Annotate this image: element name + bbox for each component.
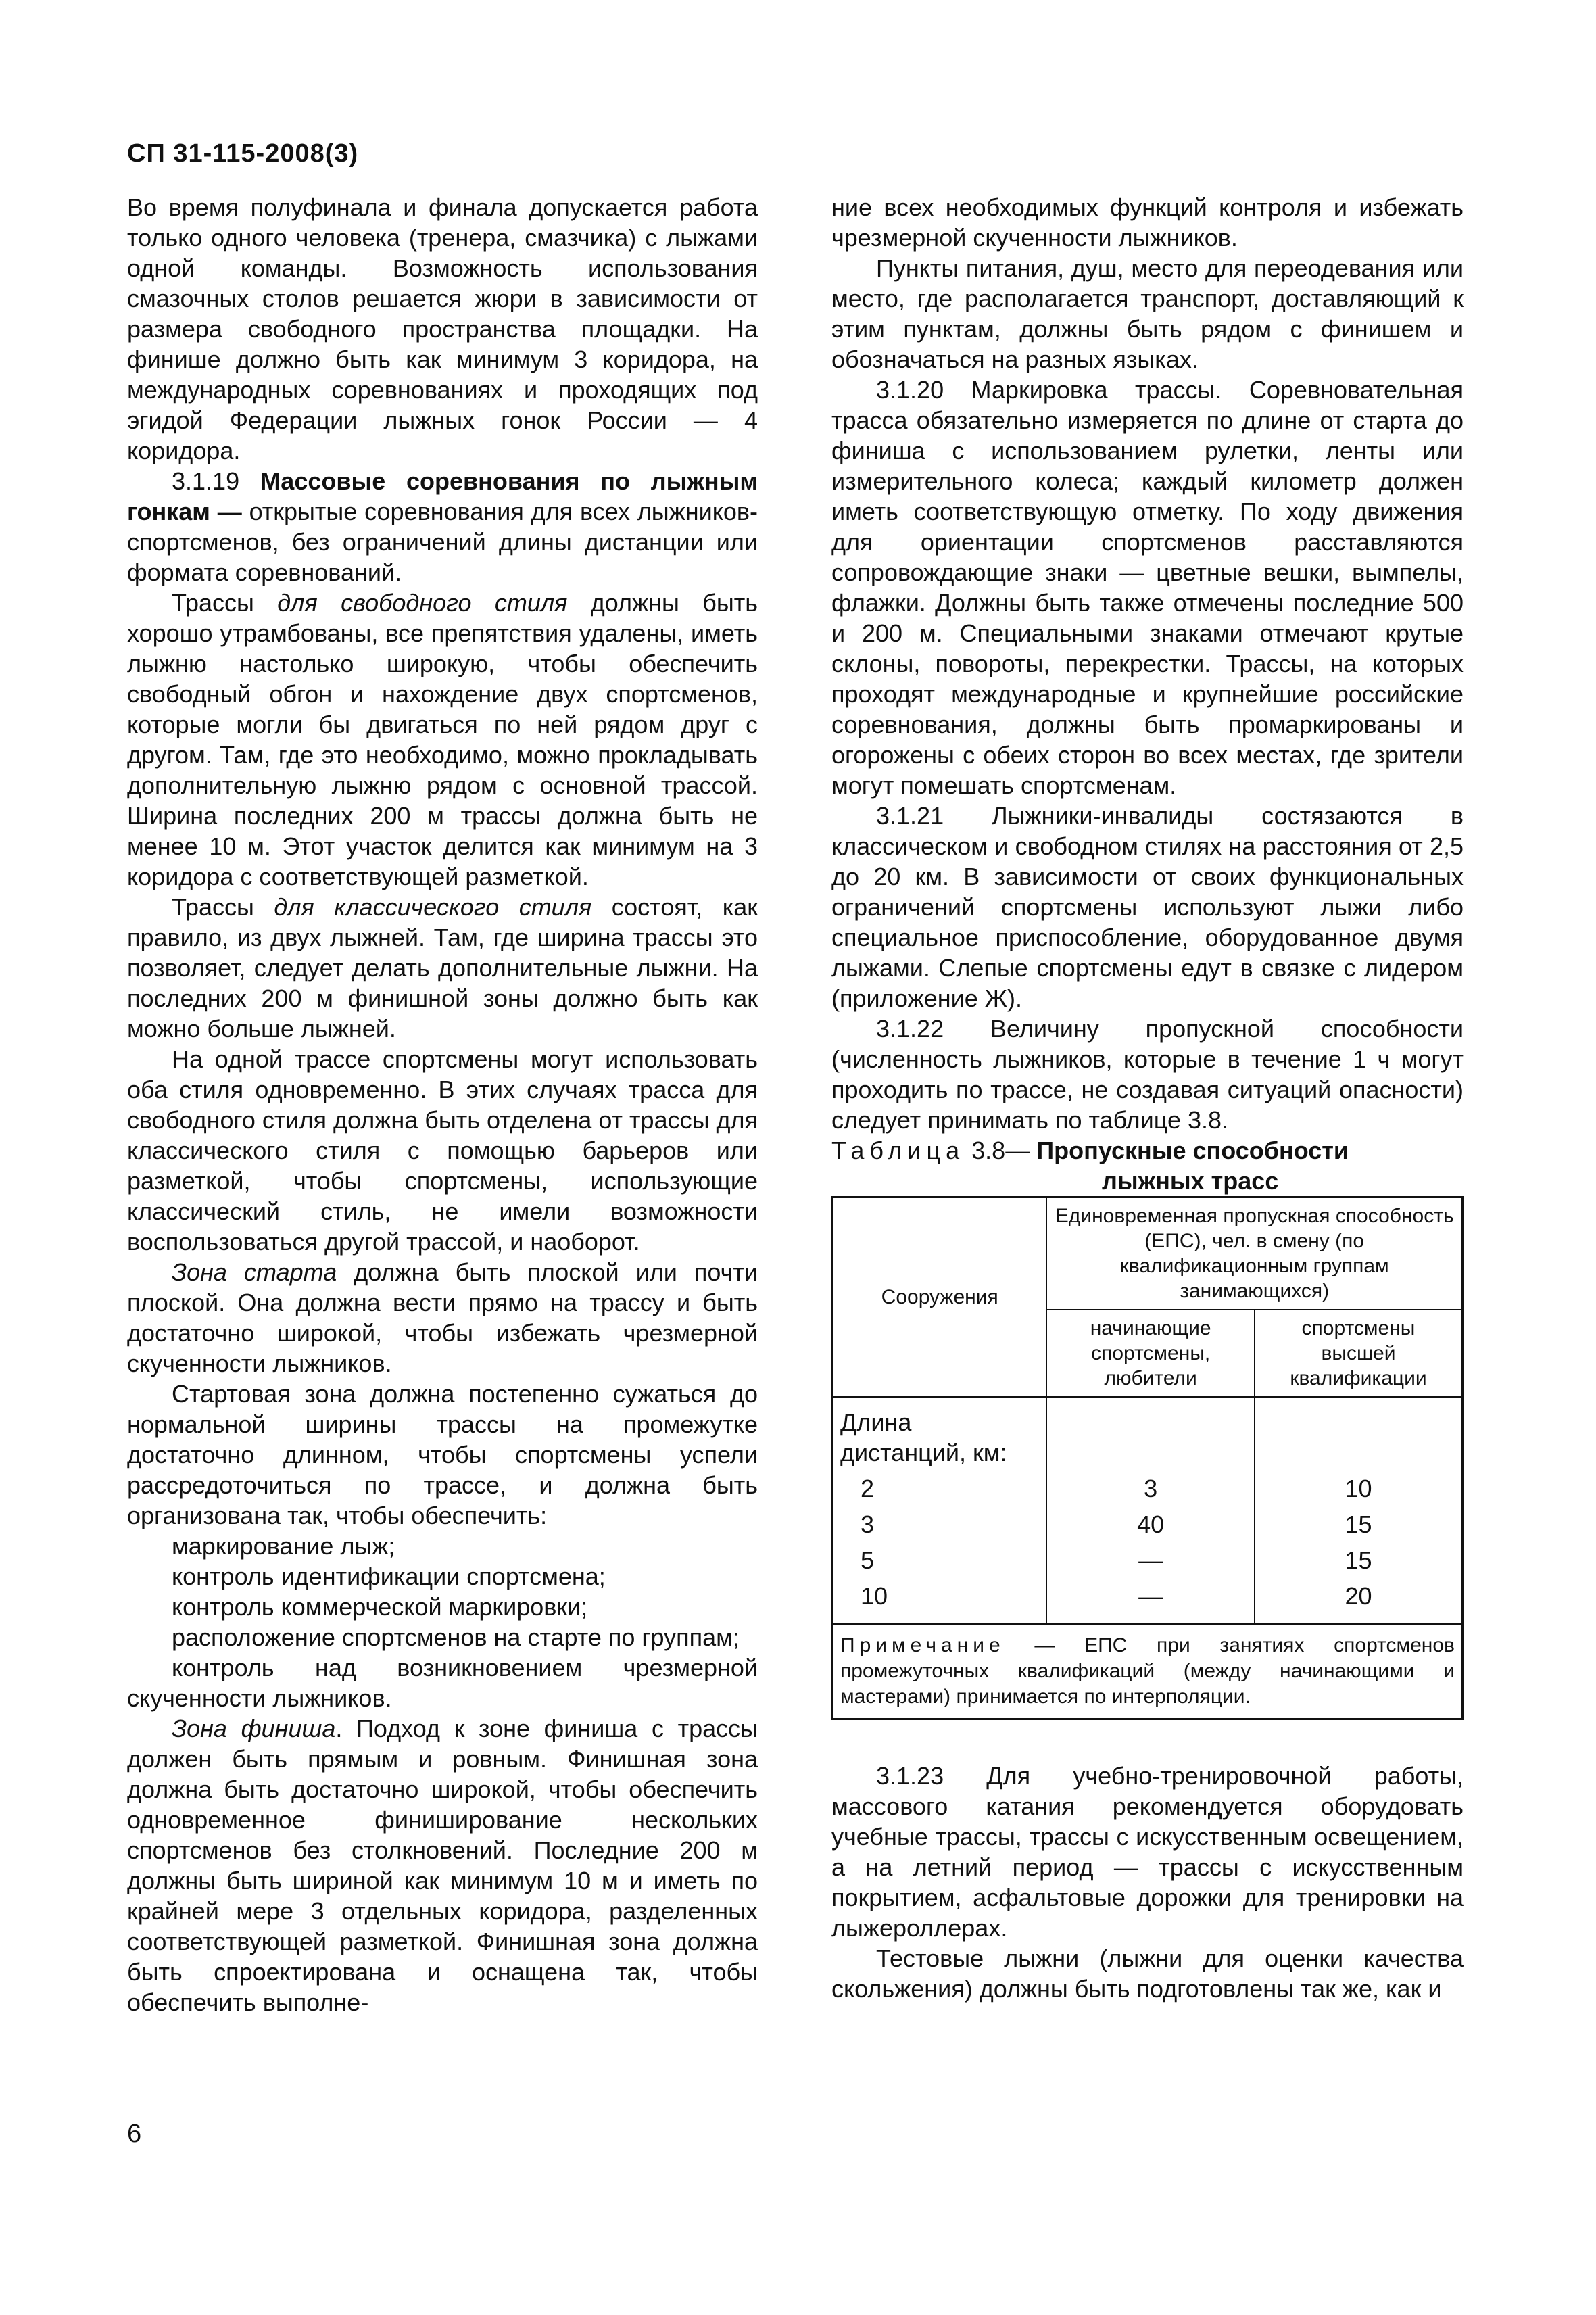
paragraph: Тестовые лыжни (лыжни для оценки качества скольжения) должны быть подготовлены так же, как и [831, 1944, 1464, 2003]
header-eps: Единовременная пропускная способность (ЕПС), чел. в смену (по квалификационным группам занимающихся) [1046, 1197, 1462, 1310]
paragraph: ние всех необходимых функций контроля и избежать чрезмерной скученности лыжников. [831, 193, 1464, 252]
length-label: Длина дистанций, км: [833, 1397, 1047, 1471]
clause-3-1-20: 3.1.20 Маркировка трассы. Соревновательная трасса обязательно измеряется по длине от старта до финиша с использованием рулетки, ленты или измерительного колеса; каждый километр должен иметь соответствующую отметку. По ходу движения для ориентации спортсменов расставляются сопровождающие знаки — цветные вешки, вымпелы, флажки. Должны быть также отмечены последние 500 и 200 м. Специальными знаками отмечают крутые склоны, повороты, перекрестки. Трассы, на которых проходят международные и крупнейшие российские соревнования, должны быть промаркированы и огорожены с обеих сторон во всех местах, где зрители могут помешать спортсменам. [831, 376, 1464, 799]
clause-3-1-23: 3.1.23 Для учебно-тренировочной работы, массового катания рекомендуется оборудовать учебные трассы, трассы с искусственным освещением, а на летний период — трассы с искусственным покрытием, асфальтовые дорожки для тренировки на лыжероллерах. [831, 1762, 1464, 1942]
header-beginners: начинающие спортсмены, любители [1046, 1310, 1255, 1397]
table-title: Таблица 3.8— Пропускные способности лыжных трасс [831, 1137, 1349, 1195]
paragraph-finish-zone: Зона финиша. Подход к зоне финиша с трассы должен быть прямым и ровным. Финишная зона должна быть достаточно широкой, чтобы обеспечить одновременное финиширование нескольких спортсменов без столкновений. Последние 200 м должны быть шириной как минимум 10 м и иметь по крайней мере 3 отдельных коридора, разделенных соответствующей разметкой. Финишная зона должна быть спроектирована и оснащена так, чтобы обеспечить выполне- [127, 1715, 758, 2016]
header-elite: спортсмены высшей квалификации [1255, 1310, 1463, 1397]
list-item: контроль над возникновением чрезмерной скученности лыжников. [127, 1654, 758, 1712]
list-item: расположение спортсменов на старте по группам; [172, 1623, 740, 1651]
table-note: Примечание — ЕПС при занятиях спортсменов промежуточных квалификаций (между начинающими и мастерами) принимается по интерполяции. [833, 1624, 1463, 1719]
paragraph-free-style: Трассы для свободного стиля должны быть хорошо утрамбованы, все препятствия удалены, иметь лыжню настолько широкую, чтобы обеспечить свободный обгон и нахождение двух спортсменов, которые могли бы двигаться по ней рядом друг с другом. Там, где это необходимо, можно прокладывать дополнительную лыжню рядом с основной трассой. Ширина последних 200 м трассы должна быть не менее 10 м. Этот участок делится как минимум на 3 коридора с соответствующей разметкой. [127, 589, 758, 890]
list-item: контроль коммерческой маркировки; [172, 1593, 588, 1621]
capacity-table [831, 1196, 1464, 1720]
clause-3-1-22: 3.1.22 Величину пропускной способности (численность лыжников, которые в течение 1 ч могут проходить по трассе, не создавая ситуаций опасности) следует принимать по таблице 3.8. [831, 1015, 1464, 1134]
table-row: 2 3 10 [833, 1471, 1463, 1506]
paragraph: Стартовая зона должна постепенно сужаться до нормальной ширины трассы на промежутке достаточно длинном, чтобы спортсмены успели рассредоточиться по трассе, и должна быть организована так, чтобы обеспечить: [127, 1380, 758, 1529]
table-row: 10 — 20 [833, 1578, 1463, 1624]
left-column [127, 192, 758, 2018]
document-code: СП 31-115-2008(3) [127, 139, 359, 168]
paragraph: Пункты питания, душ, место для переодевания или место, где располагается транспорт, доставляющий к этим пунктам, должны быть рядом с финишем и обозначаться на разных языках. [831, 254, 1464, 373]
clause-heading: Массовые соревнования по лыжным гонкам [127, 467, 758, 525]
paragraph-start-zone: Зона старта должна быть плоской или почти плоской. Она должна вести прямо на трассу и быть достаточно широкой, чтобы избежать чрезмерной скученности лыжников. [127, 1258, 758, 1377]
paragraph: Во время полуфинала и финала допускается работа только одного человека (тренера, смазчика) с лыжами одной команды. Возможность использования смазочных столов решается жюри в зависимости от размера свободного пространства площадки. На финише должно быть как минимум 3 коридора, на международных соревнованиях и проходящих под эгидой Федерации лыжных гонок России — 4 коридора. [127, 193, 758, 464]
paragraph-classic-style: Трассы для классического стиля состоят, как правило, из двух лыжней. Там, где ширина трассы это позволяет, следует делать дополнительные лыжни. На последних 200 м финишной зоны должно быть как можно больше лыжней. [127, 893, 758, 1043]
list-item: контроль идентификации спортсмена; [172, 1562, 606, 1590]
list-item: маркирование лыж; [172, 1532, 395, 1560]
header-structures: Сооружения [833, 1197, 1047, 1398]
page-number: 6 [127, 2120, 142, 2148]
paragraph: На одной трассе спортсмены могут использовать оба стиля одновременно. В этих случаях трасса для свободного стиля должна быть отделена от трассы для классического стиля с помощью барьеров или разметкой, чтобы спортсмены, использующие классический стиль, не имели возможности воспользоваться другой трассой, и наоборот. [127, 1045, 758, 1256]
table-row: 3 40 15 [833, 1506, 1463, 1542]
clause-3-1-19: 3.1.19 Массовые соревнования по лыжным гонкам — открытые соревнования для всех лыжников-спортсменов, без ограничений длины дистанции или формата соревнований. [127, 467, 758, 586]
right-column [831, 192, 1464, 2004]
clause-3-1-21: 3.1.21 Лыжники-инвалиды состязаются в классическом и свободном стилях на расстояния от 2,5 до 20 км. В зависимости от своих функциональных ограничений спортсмены используют лыжи либо специальное приспособление, оборудованное двумя лыжами. Слепые спортсмены едут в связке с лидером (приложение Ж). [831, 802, 1464, 1012]
table-row: 5 — 15 [833, 1542, 1463, 1578]
